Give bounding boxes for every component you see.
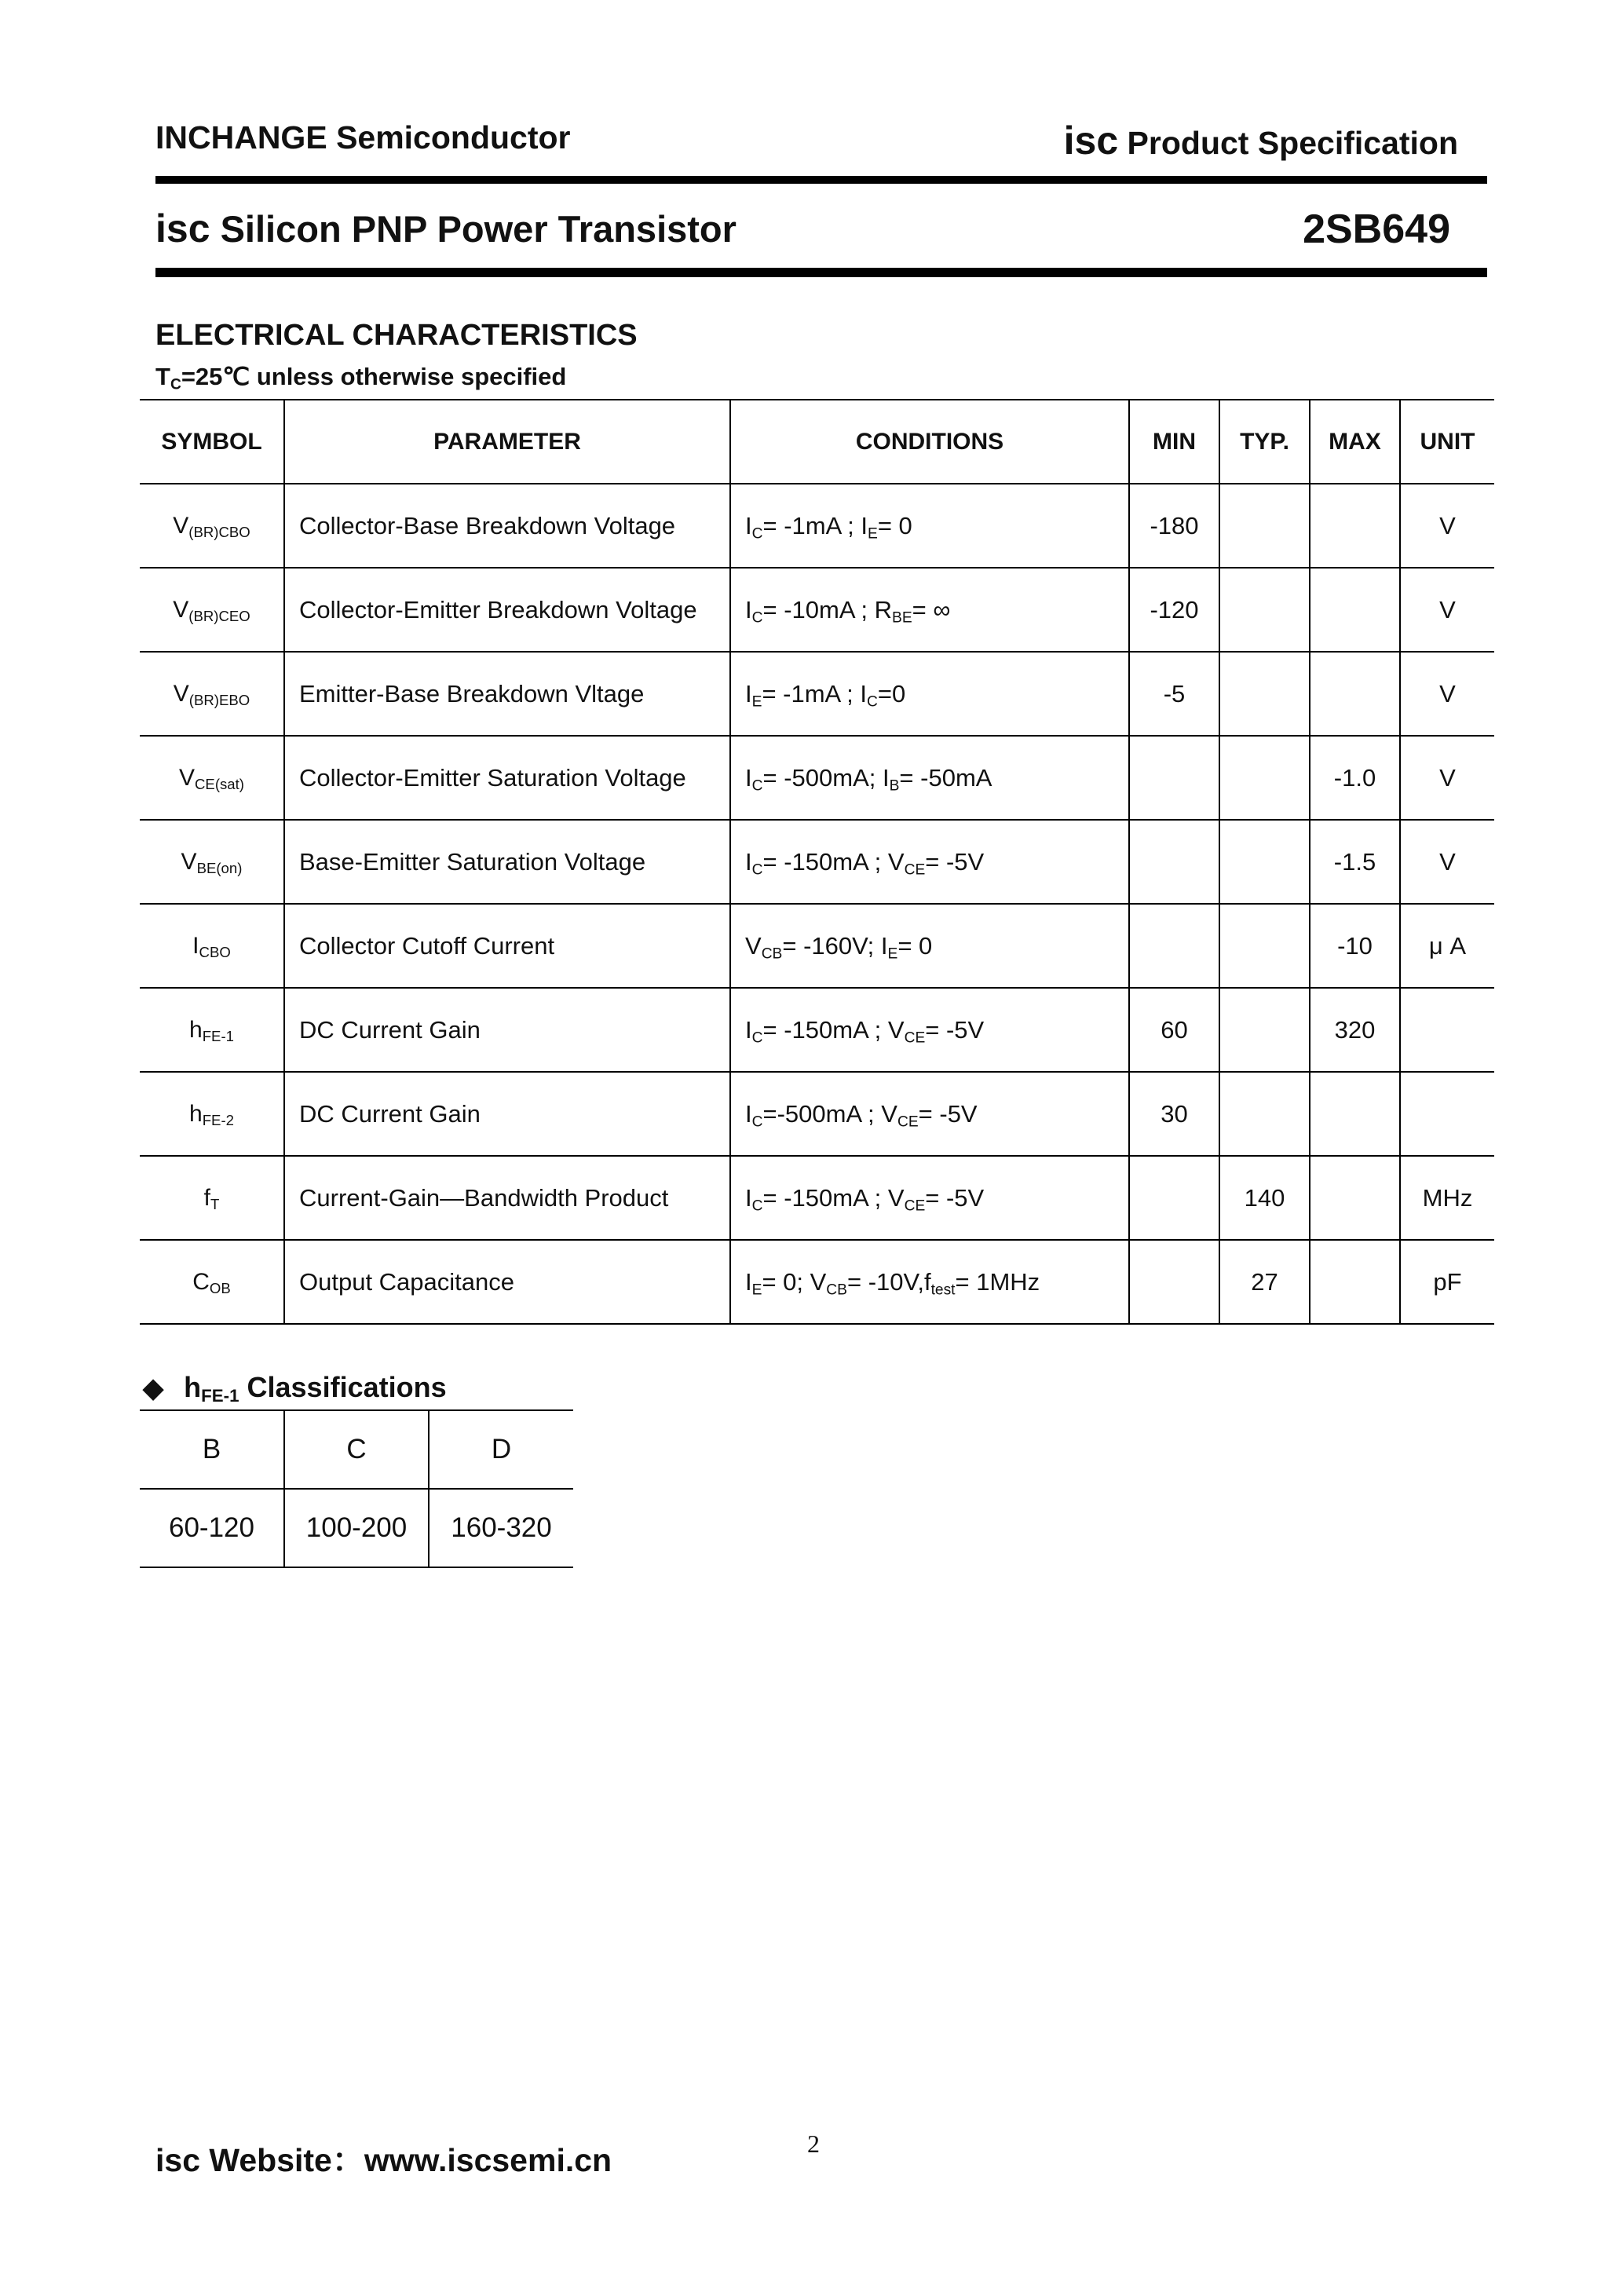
website-label: isc Website： <box>155 2142 364 2178</box>
grade-cell: B <box>140 1410 284 1489</box>
header-typ: TYP. <box>1219 400 1310 484</box>
max-cell <box>1310 484 1400 568</box>
table-row <box>140 652 1494 736</box>
doc-type-label: Product Specification <box>1127 125 1458 161</box>
product-title <box>155 206 737 251</box>
symbol-cell: $V_{BE(on)}$ <box>140 820 284 904</box>
parameter-cell: Collector-Base Breakdown Voltage <box>284 484 730 568</box>
symbol-cell: $V_{CE(sat)}$ <box>140 736 284 820</box>
range-cell: 160-320 <box>429 1489 573 1567</box>
max-cell: 320 <box>1310 988 1400 1072</box>
unit-cell: μ A <box>1400 904 1494 988</box>
symbol-cell: $h_{FE-1}$ <box>140 988 284 1072</box>
typ-cell <box>1219 736 1310 820</box>
conditions-cell: $V_{CB}= -160V$; $I_E= 0$ <box>730 904 1129 988</box>
max-cell <box>1310 1072 1400 1156</box>
range-cell: 60-120 <box>140 1489 284 1567</box>
title-rule <box>155 268 1487 277</box>
electrical-characteristics-table <box>140 399 1494 1325</box>
typ-cell <box>1219 904 1310 988</box>
min-cell <box>1129 820 1219 904</box>
symbol-cell: $h_{FE-2}$ <box>140 1072 284 1156</box>
parameter-cell: Base-Emitter Saturation Voltage <box>284 820 730 904</box>
footer-website <box>155 2134 612 2181</box>
symbol-cell: $V_{(BR)CEO}$ <box>140 568 284 652</box>
table-row <box>140 736 1494 820</box>
typ-cell: 27 <box>1219 1240 1310 1324</box>
table-header-row <box>140 400 1494 484</box>
table-row <box>140 1240 1494 1324</box>
website-link[interactable]: www.iscsemi.cn <box>364 2142 612 2178</box>
classification-title: ◆ $h_{FE-1}$ Classifications <box>143 1371 447 1406</box>
section-title: ELECTRICAL CHARACTERISTICS <box>155 319 638 352</box>
unit-cell: V <box>1400 652 1494 736</box>
symbol-cell: $f_T$ <box>140 1156 284 1240</box>
unit-cell: pF <box>1400 1240 1494 1324</box>
max-cell: -1.0 <box>1310 736 1400 820</box>
typ-cell <box>1219 988 1310 1072</box>
min-cell <box>1129 1240 1219 1324</box>
typ-cell: 140 <box>1219 1156 1310 1240</box>
table-row <box>140 820 1494 904</box>
min-cell: 60 <box>1129 988 1219 1072</box>
typ-cell <box>1219 484 1310 568</box>
symbol-cell: $V_{(BR)CBO}$ <box>140 484 284 568</box>
conditions-cell: $I_C= -10mA$ ; $R_{BE}=$ ∞ <box>730 568 1129 652</box>
conditions-cell: $I_C= -150mA$ ; $V_{CE}= -5V$ <box>730 988 1129 1072</box>
part-number: 2SB649 <box>1303 207 1450 252</box>
typ-cell <box>1219 652 1310 736</box>
range-cell: 100-200 <box>284 1489 429 1567</box>
page-number: 2 <box>807 2130 820 2158</box>
max-cell: -10 <box>1310 904 1400 988</box>
range-row <box>140 1489 573 1567</box>
max-cell <box>1310 1156 1400 1240</box>
grade-row <box>140 1410 573 1489</box>
max-cell: -1.5 <box>1310 820 1400 904</box>
unit-cell: MHz <box>1400 1156 1494 1240</box>
unit-cell: V <box>1400 736 1494 820</box>
section-condition: $T_C=25℃$ unless otherwise specified <box>155 363 567 393</box>
header-conditions: CONDITIONS <box>730 400 1129 484</box>
typ-cell <box>1219 568 1310 652</box>
min-cell <box>1129 1156 1219 1240</box>
typ-cell <box>1219 820 1310 904</box>
unit-cell: V <box>1400 484 1494 568</box>
conditions-cell: $I_E= -1mA$ ; $I_C=0$ <box>730 652 1129 736</box>
max-cell <box>1310 652 1400 736</box>
product-name: Silicon PNP Power Transistor <box>220 208 737 250</box>
parameter-cell: Current-Gain—Bandwidth Product <box>284 1156 730 1240</box>
min-cell: 30 <box>1129 1072 1219 1156</box>
max-cell <box>1310 568 1400 652</box>
conditions-cell: $I_C=-500mA$ ; $V_{CE}= -5V$ <box>730 1072 1129 1156</box>
table-row <box>140 1156 1494 1240</box>
table-row <box>140 568 1494 652</box>
conditions-cell: $I_C= -1mA$ ; $I_E= 0$ <box>730 484 1129 568</box>
table-row <box>140 988 1494 1072</box>
max-cell <box>1310 1240 1400 1324</box>
unit-cell <box>1400 1072 1494 1156</box>
header-rule <box>155 176 1487 184</box>
symbol-cell: $V_{(BR)EBO}$ <box>140 652 284 736</box>
min-cell: -5 <box>1129 652 1219 736</box>
min-cell: -180 <box>1129 484 1219 568</box>
header-min: MIN <box>1129 400 1219 484</box>
typ-cell <box>1219 1072 1310 1156</box>
table-row <box>140 1072 1494 1156</box>
company-name: INCHANGE Semiconductor <box>155 119 571 155</box>
min-cell <box>1129 736 1219 820</box>
header-unit: UNIT <box>1400 400 1494 484</box>
parameter-cell: DC Current Gain <box>284 1072 730 1156</box>
classification-table <box>140 1409 573 1568</box>
min-cell <box>1129 904 1219 988</box>
parameter-cell: DC Current Gain <box>284 988 730 1072</box>
header-symbol: SYMBOL <box>140 400 284 484</box>
header-parameter: PARAMETER <box>284 400 730 484</box>
grade-cell: C <box>284 1410 429 1489</box>
parameter-cell: Collector-Emitter Breakdown Voltage <box>284 568 730 652</box>
doc-type-heading <box>1064 118 1458 163</box>
unit-cell: V <box>1400 568 1494 652</box>
parameter-cell: Collector Cutoff Current <box>284 904 730 988</box>
unit-cell <box>1400 988 1494 1072</box>
symbol-cell: $I_{CBO}$ <box>140 904 284 988</box>
parameter-cell: Collector-Emitter Saturation Voltage <box>284 736 730 820</box>
conditions-cell: $I_E= 0$; $V_{CB}= -10V,f_{test}= 1MHz$ <box>730 1240 1129 1324</box>
parameter-cell: Emitter-Base Breakdown Vltage <box>284 652 730 736</box>
table-row <box>140 484 1494 568</box>
diamond-bullet-icon: ◆ <box>143 1373 164 1403</box>
parameter-cell: Output Capacitance <box>284 1240 730 1324</box>
isc-mark: isc <box>155 207 210 250</box>
unit-cell: V <box>1400 820 1494 904</box>
min-cell: -120 <box>1129 568 1219 652</box>
conditions-cell: $I_C= -150mA$ ; $V_{CE}= -5V$ <box>730 1156 1129 1240</box>
conditions-cell: $I_C= -150mA$ ; $V_{CE}= -5V$ <box>730 820 1129 904</box>
isc-mark: isc <box>1063 119 1119 163</box>
table-row <box>140 904 1494 988</box>
conditions-cell: $I_C= -500mA$; $I_B= -50mA$ <box>730 736 1129 820</box>
symbol-cell: $C_{OB}$ <box>140 1240 284 1324</box>
grade-cell: D <box>429 1410 573 1489</box>
header-max: MAX <box>1310 400 1400 484</box>
